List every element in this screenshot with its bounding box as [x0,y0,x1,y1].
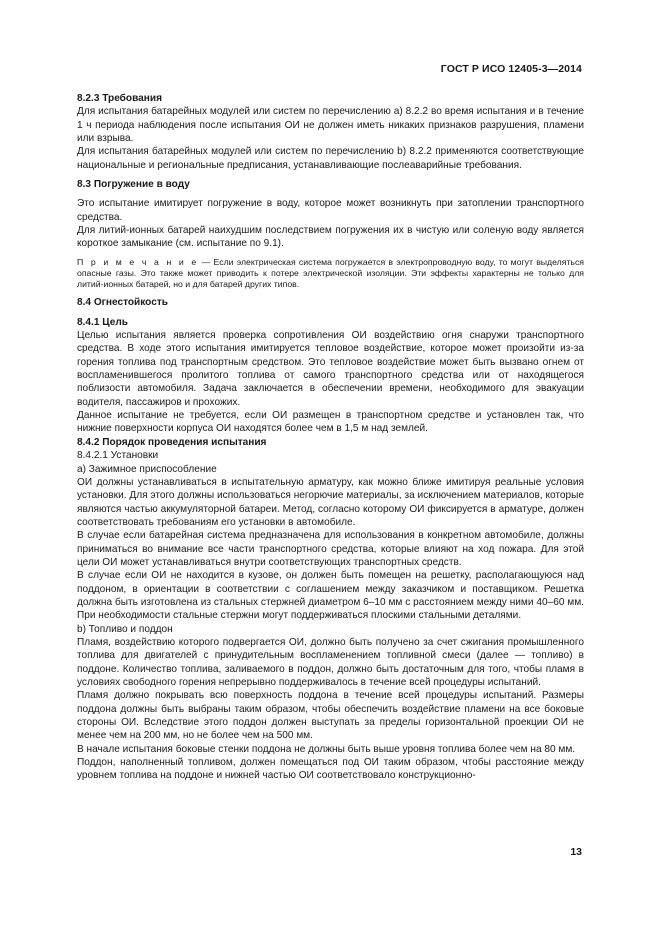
section-heading: 8.3 Погружение в воду [77,179,190,191]
standard-header: ГОСТ Р ИСО 12405-3—2014 [440,63,582,75]
body-paragraph: Пламя, воздействию которого подвергается ОИ, должно быть получено за счет сжигания промышленного топлива для двигателей с принудительным воспламенением топливной смеси (далее — топливо) в поддоне. Количество топлива, заливаемого в поддон, должно быть достаточным для того, чтобы пламя в условиях свободного горения непрерывно поддерживалось в течение всей процедуры испытаний. [77,636,584,689]
body-paragraph: ОИ должны устанавливаться в испытательную арматуру, как можно ближе имитируя реальные условия установки. Для этого должны использоваться негорючие материалы, за исключением материалов, которые являются частью аккумуляторной батареи. Метод, согласно которому ОИ фиксируется в арматуре, должен соответствовать требованиям его установки в автомобиле. [77,476,584,528]
body-paragraph: Поддон, наполненный топливом, должен помещаться под ОИ таким образом, чтобы расстояние между уровнем топлива на поддоне и нижней частью ОИ соответствовало конструкционно- [77,757,584,782]
body-paragraph: Для испытания батарейных модулей или систем по перечислению a) 8.2.2 во время испытания и в течение 1 ч периода наблюдения после испытания ОИ не должен иметь никаких признаков разрушения, пламени или взрыва. [77,106,584,145]
body-paragraph: Целью испытания является проверка сопротивления ОИ воздействию огня снаружи транспортного средства. В ходе этого испытания имитируется тепловое воздействие, которое может произойти из-за горения топлива под транспортным средством. Это тепловое воздействие может быть вызвано огнем от воспламенившегося пролитого топлива от самого транспортного средства или от находящегося поблизости автомобиля. Задача заключается в обеспечении времени, необходимого для эвакуации водителя, пассажиров и прохожих. [77,330,584,408]
body-paragraph: 8.4.2.1 Установки [77,450,159,462]
section-heading: 8.4.2 Порядок проведения испытания [77,436,267,448]
note-label: П р и м е ч а н и е [77,256,199,267]
body-paragraph: Для литий-ионных батарей наихудшим последствием погружения их в чистую или соленую воду является короткое замыкание (см. испытание по 9.1). [77,225,584,250]
section-heading: 8.4.1 Цель [77,316,128,328]
section-heading: 8.2.3 Требования [77,93,162,104]
note-paragraph [77,257,584,291]
body-paragraph: В случае если ОИ не находится в кузове, он должен быть помещен на решетку, располагающуюся над поддоном, в ориентации в соответствии с соглашением между заказчиком и поставщиком. Решетка должна быть изготовлена из стальных стержней диаметром 6–10 мм с расстоянием между ними 40–60 мм. При необходимости стальные стержни могут поддерживаться плоскими стальными деталями. [77,570,584,622]
body-paragraph: b) Топливо и поддон [77,623,173,635]
note-text: — Если электрическая система погружается в электропроводную воду, то могут выделяться опасные газы. Это также может приводить к потере электрической изоляции. Эти эффекты характерны не только для литий-ионных батарей, но и для батарей других типов. [77,256,584,290]
body-paragraph: Данное испытание не требуется, если ОИ размещен в транспортном средстве и установлен так, что нижние поверхности корпуса ОИ находятся более чем в 1,5 м над землей. [77,410,584,435]
body-paragraph: В начале испытания боковые стенки поддона не должны быть выше уровня топлива более чем на 80 мм. [77,743,576,755]
page-number: 13 [570,846,582,858]
body-paragraph: а) Зажимное приспособление [77,463,217,475]
body-paragraph: Для испытания батарейных модулей или систем по перечислению b) 8.2.2 применяются соответствующие национальные и региональные предписания, устанавливающие послеаварийные требования. [77,146,584,171]
section-heading: 8.4 Огнестойкость [77,297,168,309]
body-paragraph: Это испытание имитирует погружение в воду, которое может возникнуть при затоплении транспортного средства. [77,198,584,223]
page-body [77,92,584,783]
body-paragraph: В случае если батарейная система предназначена для использования в конкретном автомобиле, должны приниматься во внимание все части транспортного средства, которые влияют на ход пожара. Для этой цели ОИ может устанавливаться внутри соответствующих транспортных средств. [77,530,584,568]
body-paragraph: Пламя должно покрывать всю поверхность поддона в течение всей процедуры испытаний. Размеры поддона должны быть выбраны таким образом, чтобы обеспечить воздействие пламени на все боковые стороны ОИ. Вследствие этого поддон должен выступать за пределы горизонтальной проекции ОИ не менее чем на 200 мм, но не более чем на 500 мм. [77,690,584,742]
